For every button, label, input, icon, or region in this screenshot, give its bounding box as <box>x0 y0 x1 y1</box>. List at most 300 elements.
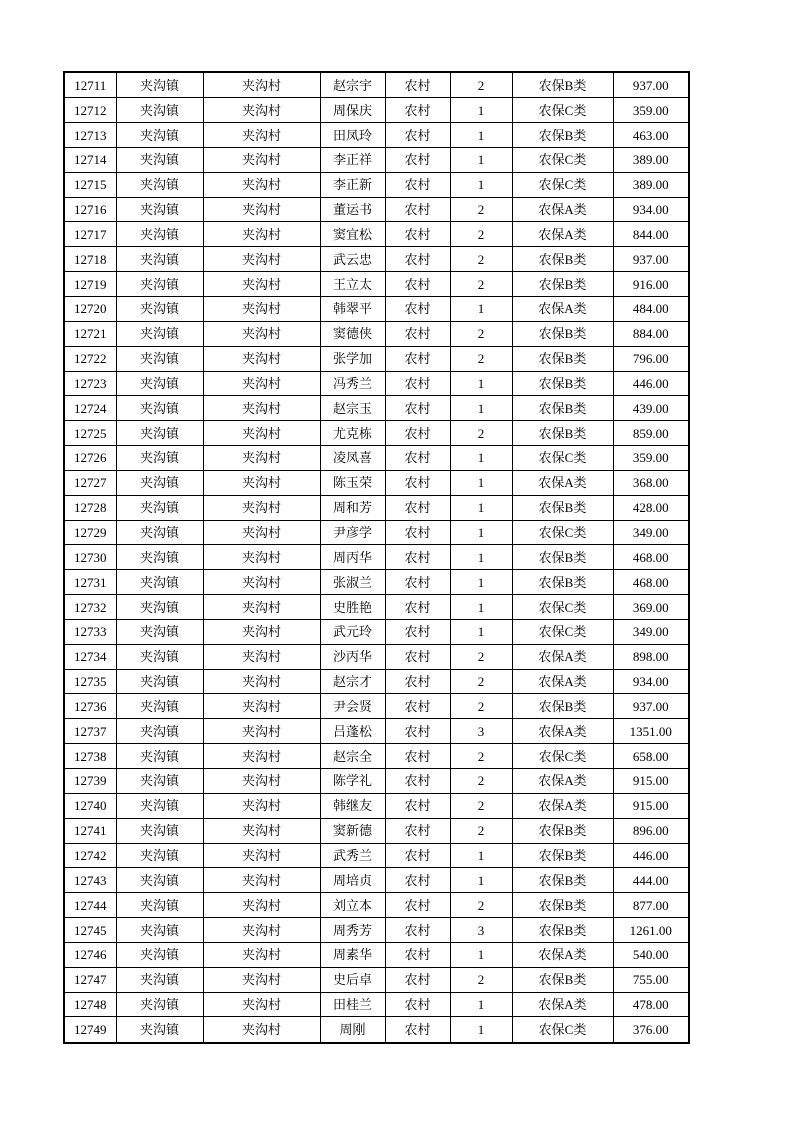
cell-serial_no: 12723 <box>64 371 116 396</box>
cell-person_count: 2 <box>450 321 512 346</box>
cell-town: 夹沟镇 <box>116 222 203 247</box>
table-row <box>64 197 689 222</box>
cell-town: 夹沟镇 <box>116 694 203 719</box>
cell-residence_type: 农村 <box>385 918 450 943</box>
table-row <box>64 893 689 918</box>
cell-village: 夹沟村 <box>203 520 320 545</box>
table-row <box>64 1017 689 1043</box>
cell-insurance_class: 农保A类 <box>512 197 613 222</box>
cell-person_count: 2 <box>450 272 512 297</box>
cell-name: 周和芳 <box>320 495 385 520</box>
cell-person_count: 1 <box>450 371 512 396</box>
cell-village: 夹沟村 <box>203 644 320 669</box>
cell-serial_no: 12738 <box>64 744 116 769</box>
table-row <box>64 72 689 98</box>
cell-name: 刘立本 <box>320 893 385 918</box>
cell-residence_type: 农村 <box>385 147 450 172</box>
cell-village: 夹沟村 <box>203 346 320 371</box>
cell-amount: 484.00 <box>613 296 689 321</box>
cell-village: 夹沟村 <box>203 421 320 446</box>
cell-residence_type: 农村 <box>385 719 450 744</box>
cell-town: 夹沟镇 <box>116 346 203 371</box>
cell-village: 夹沟村 <box>203 619 320 644</box>
cell-village: 夹沟村 <box>203 868 320 893</box>
cell-village: 夹沟村 <box>203 744 320 769</box>
cell-insurance_class: 农保C类 <box>512 1017 613 1043</box>
cell-serial_no: 12721 <box>64 321 116 346</box>
cell-insurance_class: 农保A类 <box>512 296 613 321</box>
cell-residence_type: 农村 <box>385 272 450 297</box>
cell-serial_no: 12747 <box>64 967 116 992</box>
cell-person_count: 1 <box>450 147 512 172</box>
cell-name: 周刚 <box>320 1017 385 1043</box>
cell-serial_no: 12729 <box>64 520 116 545</box>
cell-serial_no: 12715 <box>64 172 116 197</box>
cell-residence_type: 农村 <box>385 296 450 321</box>
cell-residence_type: 农村 <box>385 123 450 148</box>
table-row <box>64 793 689 818</box>
cell-village: 夹沟村 <box>203 719 320 744</box>
table-body <box>64 72 689 1043</box>
cell-serial_no: 12748 <box>64 992 116 1017</box>
cell-village: 夹沟村 <box>203 470 320 495</box>
table-row <box>64 470 689 495</box>
cell-name: 武云忠 <box>320 247 385 272</box>
cell-serial_no: 12726 <box>64 446 116 471</box>
cell-person_count: 1 <box>450 296 512 321</box>
cell-person_count: 2 <box>450 222 512 247</box>
cell-insurance_class: 农保A类 <box>512 942 613 967</box>
cell-person_count: 1 <box>450 992 512 1017</box>
cell-serial_no: 12722 <box>64 346 116 371</box>
cell-insurance_class: 农保B类 <box>512 72 613 98</box>
cell-residence_type: 农村 <box>385 98 450 123</box>
table-row <box>64 446 689 471</box>
cell-insurance_class: 农保C类 <box>512 619 613 644</box>
cell-residence_type: 农村 <box>385 421 450 446</box>
cell-person_count: 1 <box>450 123 512 148</box>
cell-person_count: 2 <box>450 818 512 843</box>
cell-person_count: 1 <box>450 1017 512 1043</box>
cell-residence_type: 农村 <box>385 967 450 992</box>
cell-town: 夹沟镇 <box>116 520 203 545</box>
cell-person_count: 1 <box>450 520 512 545</box>
cell-town: 夹沟镇 <box>116 843 203 868</box>
cell-insurance_class: 农保A类 <box>512 222 613 247</box>
cell-amount: 915.00 <box>613 769 689 794</box>
cell-amount: 540.00 <box>613 942 689 967</box>
cell-town: 夹沟镇 <box>116 72 203 98</box>
cell-residence_type: 农村 <box>385 694 450 719</box>
cell-insurance_class: 农保B类 <box>512 123 613 148</box>
cell-village: 夹沟村 <box>203 918 320 943</box>
table-row <box>64 967 689 992</box>
table-row <box>64 272 689 297</box>
cell-person_count: 2 <box>450 694 512 719</box>
cell-town: 夹沟镇 <box>116 495 203 520</box>
cell-insurance_class: 农保A类 <box>512 793 613 818</box>
cell-town: 夹沟镇 <box>116 619 203 644</box>
cell-insurance_class: 农保B类 <box>512 868 613 893</box>
cell-insurance_class: 农保B类 <box>512 272 613 297</box>
table-row <box>64 147 689 172</box>
cell-amount: 376.00 <box>613 1017 689 1043</box>
cell-village: 夹沟村 <box>203 147 320 172</box>
cell-insurance_class: 农保B类 <box>512 247 613 272</box>
cell-residence_type: 农村 <box>385 818 450 843</box>
cell-amount: 884.00 <box>613 321 689 346</box>
cell-name: 尤克栋 <box>320 421 385 446</box>
cell-residence_type: 农村 <box>385 321 450 346</box>
table-row <box>64 818 689 843</box>
cell-insurance_class: 农保C类 <box>512 520 613 545</box>
table-row <box>64 769 689 794</box>
table-row <box>64 247 689 272</box>
cell-insurance_class: 农保A类 <box>512 644 613 669</box>
cell-town: 夹沟镇 <box>116 644 203 669</box>
cell-serial_no: 12713 <box>64 123 116 148</box>
cell-amount: 368.00 <box>613 470 689 495</box>
cell-person_count: 1 <box>450 446 512 471</box>
cell-insurance_class: 农保A类 <box>512 769 613 794</box>
cell-name: 武秀兰 <box>320 843 385 868</box>
cell-amount: 937.00 <box>613 247 689 272</box>
cell-person_count: 1 <box>450 942 512 967</box>
cell-village: 夹沟村 <box>203 843 320 868</box>
table-row <box>64 669 689 694</box>
table-row <box>64 744 689 769</box>
cell-insurance_class: 农保B类 <box>512 843 613 868</box>
cell-residence_type: 农村 <box>385 72 450 98</box>
table-row <box>64 495 689 520</box>
cell-town: 夹沟镇 <box>116 98 203 123</box>
cell-town: 夹沟镇 <box>116 446 203 471</box>
cell-insurance_class: 农保B类 <box>512 396 613 421</box>
cell-serial_no: 12736 <box>64 694 116 719</box>
cell-person_count: 2 <box>450 197 512 222</box>
cell-amount: 934.00 <box>613 197 689 222</box>
cell-name: 窦新德 <box>320 818 385 843</box>
cell-person_count: 2 <box>450 644 512 669</box>
cell-insurance_class: 农保C类 <box>512 172 613 197</box>
cell-town: 夹沟镇 <box>116 1017 203 1043</box>
cell-amount: 428.00 <box>613 495 689 520</box>
cell-name: 赵宗玉 <box>320 396 385 421</box>
cell-residence_type: 农村 <box>385 868 450 893</box>
cell-person_count: 2 <box>450 72 512 98</box>
cell-insurance_class: 农保C类 <box>512 98 613 123</box>
cell-village: 夹沟村 <box>203 992 320 1017</box>
cell-person_count: 1 <box>450 868 512 893</box>
cell-residence_type: 农村 <box>385 520 450 545</box>
cell-insurance_class: 农保B类 <box>512 818 613 843</box>
cell-residence_type: 农村 <box>385 371 450 396</box>
cell-name: 赵宗才 <box>320 669 385 694</box>
cell-town: 夹沟镇 <box>116 893 203 918</box>
cell-amount: 755.00 <box>613 967 689 992</box>
cell-amount: 877.00 <box>613 893 689 918</box>
table-row <box>64 371 689 396</box>
cell-insurance_class: 农保B类 <box>512 694 613 719</box>
cell-person_count: 1 <box>450 98 512 123</box>
cell-serial_no: 12730 <box>64 545 116 570</box>
cell-amount: 389.00 <box>613 172 689 197</box>
cell-amount: 446.00 <box>613 843 689 868</box>
cell-residence_type: 农村 <box>385 843 450 868</box>
cell-insurance_class: 农保B类 <box>512 570 613 595</box>
cell-village: 夹沟村 <box>203 98 320 123</box>
cell-residence_type: 农村 <box>385 942 450 967</box>
table-row <box>64 123 689 148</box>
cell-residence_type: 农村 <box>385 172 450 197</box>
cell-amount: 859.00 <box>613 421 689 446</box>
cell-amount: 389.00 <box>613 147 689 172</box>
cell-village: 夹沟村 <box>203 694 320 719</box>
cell-insurance_class: 农保A类 <box>512 470 613 495</box>
table-row <box>64 396 689 421</box>
table-row <box>64 570 689 595</box>
cell-amount: 463.00 <box>613 123 689 148</box>
cell-village: 夹沟村 <box>203 396 320 421</box>
table-row <box>64 172 689 197</box>
cell-residence_type: 农村 <box>385 446 450 471</box>
cell-village: 夹沟村 <box>203 545 320 570</box>
cell-residence_type: 农村 <box>385 346 450 371</box>
table-row <box>64 595 689 620</box>
table-row <box>64 346 689 371</box>
cell-person_count: 2 <box>450 793 512 818</box>
cell-serial_no: 12744 <box>64 893 116 918</box>
cell-residence_type: 农村 <box>385 197 450 222</box>
cell-amount: 896.00 <box>613 818 689 843</box>
cell-town: 夹沟镇 <box>116 918 203 943</box>
table-row <box>64 222 689 247</box>
table-row <box>64 942 689 967</box>
cell-residence_type: 农村 <box>385 247 450 272</box>
cell-name: 董运书 <box>320 197 385 222</box>
table-row <box>64 321 689 346</box>
cell-residence_type: 农村 <box>385 570 450 595</box>
cell-name: 周素华 <box>320 942 385 967</box>
cell-serial_no: 12725 <box>64 421 116 446</box>
cell-village: 夹沟村 <box>203 321 320 346</box>
cell-town: 夹沟镇 <box>116 197 203 222</box>
cell-town: 夹沟镇 <box>116 669 203 694</box>
cell-name: 尹会贤 <box>320 694 385 719</box>
cell-town: 夹沟镇 <box>116 172 203 197</box>
cell-village: 夹沟村 <box>203 595 320 620</box>
cell-insurance_class: 农保C类 <box>512 595 613 620</box>
cell-name: 冯秀兰 <box>320 371 385 396</box>
cell-residence_type: 农村 <box>385 495 450 520</box>
cell-name: 周培贞 <box>320 868 385 893</box>
cell-serial_no: 12714 <box>64 147 116 172</box>
cell-name: 王立太 <box>320 272 385 297</box>
cell-insurance_class: 农保C类 <box>512 744 613 769</box>
cell-town: 夹沟镇 <box>116 967 203 992</box>
cell-serial_no: 12739 <box>64 769 116 794</box>
cell-person_count: 1 <box>450 396 512 421</box>
cell-residence_type: 农村 <box>385 1017 450 1043</box>
cell-serial_no: 12719 <box>64 272 116 297</box>
cell-person_count: 2 <box>450 346 512 371</box>
cell-amount: 478.00 <box>613 992 689 1017</box>
cell-residence_type: 农村 <box>385 992 450 1017</box>
cell-amount: 844.00 <box>613 222 689 247</box>
cell-village: 夹沟村 <box>203 222 320 247</box>
cell-village: 夹沟村 <box>203 967 320 992</box>
table-row <box>64 843 689 868</box>
cell-person_count: 2 <box>450 669 512 694</box>
cell-residence_type: 农村 <box>385 893 450 918</box>
cell-residence_type: 农村 <box>385 545 450 570</box>
cell-amount: 898.00 <box>613 644 689 669</box>
cell-village: 夹沟村 <box>203 495 320 520</box>
table-row <box>64 868 689 893</box>
cell-amount: 658.00 <box>613 744 689 769</box>
cell-amount: 349.00 <box>613 520 689 545</box>
cell-town: 夹沟镇 <box>116 942 203 967</box>
cell-serial_no: 12731 <box>64 570 116 595</box>
cell-person_count: 1 <box>450 172 512 197</box>
cell-serial_no: 12711 <box>64 72 116 98</box>
cell-name: 史后卓 <box>320 967 385 992</box>
cell-person_count: 1 <box>450 843 512 868</box>
cell-name: 陈学礼 <box>320 769 385 794</box>
cell-town: 夹沟镇 <box>116 545 203 570</box>
cell-town: 夹沟镇 <box>116 123 203 148</box>
cell-amount: 446.00 <box>613 371 689 396</box>
cell-insurance_class: 农保A类 <box>512 992 613 1017</box>
cell-name: 尹彦学 <box>320 520 385 545</box>
cell-person_count: 1 <box>450 619 512 644</box>
cell-serial_no: 12749 <box>64 1017 116 1043</box>
cell-residence_type: 农村 <box>385 669 450 694</box>
cell-name: 赵宗全 <box>320 744 385 769</box>
cell-insurance_class: 农保C类 <box>512 147 613 172</box>
cell-amount: 937.00 <box>613 72 689 98</box>
cell-person_count: 3 <box>450 918 512 943</box>
cell-serial_no: 12717 <box>64 222 116 247</box>
cell-town: 夹沟镇 <box>116 396 203 421</box>
cell-person_count: 1 <box>450 495 512 520</box>
cell-serial_no: 12745 <box>64 918 116 943</box>
cell-amount: 359.00 <box>613 446 689 471</box>
cell-person_count: 2 <box>450 247 512 272</box>
cell-name: 陈玉荣 <box>320 470 385 495</box>
cell-name: 李正祥 <box>320 147 385 172</box>
cell-serial_no: 12746 <box>64 942 116 967</box>
cell-serial_no: 12743 <box>64 868 116 893</box>
cell-residence_type: 农村 <box>385 793 450 818</box>
cell-residence_type: 农村 <box>385 619 450 644</box>
cell-insurance_class: 农保B类 <box>512 967 613 992</box>
cell-name: 张学加 <box>320 346 385 371</box>
cell-residence_type: 农村 <box>385 396 450 421</box>
cell-person_count: 2 <box>450 769 512 794</box>
cell-village: 夹沟村 <box>203 942 320 967</box>
cell-insurance_class: 农保B类 <box>512 371 613 396</box>
cell-serial_no: 12742 <box>64 843 116 868</box>
cell-town: 夹沟镇 <box>116 147 203 172</box>
cell-insurance_class: 农保B类 <box>512 321 613 346</box>
cell-serial_no: 12734 <box>64 644 116 669</box>
cell-serial_no: 12720 <box>64 296 116 321</box>
cell-person_count: 1 <box>450 595 512 620</box>
cell-town: 夹沟镇 <box>116 421 203 446</box>
cell-serial_no: 12733 <box>64 619 116 644</box>
cell-town: 夹沟镇 <box>116 868 203 893</box>
table-row <box>64 520 689 545</box>
cell-name: 史胜艳 <box>320 595 385 620</box>
cell-name: 张淑兰 <box>320 570 385 595</box>
cell-town: 夹沟镇 <box>116 595 203 620</box>
cell-village: 夹沟村 <box>203 123 320 148</box>
table-row <box>64 98 689 123</box>
cell-name: 武元玲 <box>320 619 385 644</box>
table-row <box>64 421 689 446</box>
cell-town: 夹沟镇 <box>116 992 203 1017</box>
cell-town: 夹沟镇 <box>116 793 203 818</box>
cell-village: 夹沟村 <box>203 197 320 222</box>
cell-town: 夹沟镇 <box>116 769 203 794</box>
cell-name: 凌凤喜 <box>320 446 385 471</box>
cell-person_count: 3 <box>450 719 512 744</box>
cell-village: 夹沟村 <box>203 296 320 321</box>
cell-residence_type: 农村 <box>385 222 450 247</box>
cell-village: 夹沟村 <box>203 247 320 272</box>
cell-name: 周保庆 <box>320 98 385 123</box>
cell-insurance_class: 农保B类 <box>512 495 613 520</box>
cell-village: 夹沟村 <box>203 669 320 694</box>
cell-person_count: 2 <box>450 744 512 769</box>
cell-serial_no: 12718 <box>64 247 116 272</box>
cell-amount: 468.00 <box>613 570 689 595</box>
cell-town: 夹沟镇 <box>116 296 203 321</box>
table-row <box>64 644 689 669</box>
cell-town: 夹沟镇 <box>116 272 203 297</box>
cell-town: 夹沟镇 <box>116 247 203 272</box>
cell-residence_type: 农村 <box>385 744 450 769</box>
cell-serial_no: 12716 <box>64 197 116 222</box>
cell-name: 窦德侠 <box>320 321 385 346</box>
cell-amount: 468.00 <box>613 545 689 570</box>
cell-village: 夹沟村 <box>203 570 320 595</box>
cell-serial_no: 12735 <box>64 669 116 694</box>
cell-village: 夹沟村 <box>203 272 320 297</box>
table-row <box>64 296 689 321</box>
cell-serial_no: 12712 <box>64 98 116 123</box>
cell-insurance_class: 农保C类 <box>512 446 613 471</box>
cell-person_count: 2 <box>450 893 512 918</box>
pension-roster-table <box>63 71 690 1044</box>
cell-amount: 796.00 <box>613 346 689 371</box>
cell-town: 夹沟镇 <box>116 744 203 769</box>
cell-serial_no: 12727 <box>64 470 116 495</box>
cell-amount: 916.00 <box>613 272 689 297</box>
cell-village: 夹沟村 <box>203 793 320 818</box>
cell-name: 田桂兰 <box>320 992 385 1017</box>
table-row <box>64 694 689 719</box>
cell-town: 夹沟镇 <box>116 818 203 843</box>
cell-town: 夹沟镇 <box>116 371 203 396</box>
cell-serial_no: 12728 <box>64 495 116 520</box>
cell-town: 夹沟镇 <box>116 321 203 346</box>
cell-village: 夹沟村 <box>203 172 320 197</box>
cell-name: 沙丙华 <box>320 644 385 669</box>
cell-name: 李正新 <box>320 172 385 197</box>
cell-name: 赵宗宇 <box>320 72 385 98</box>
